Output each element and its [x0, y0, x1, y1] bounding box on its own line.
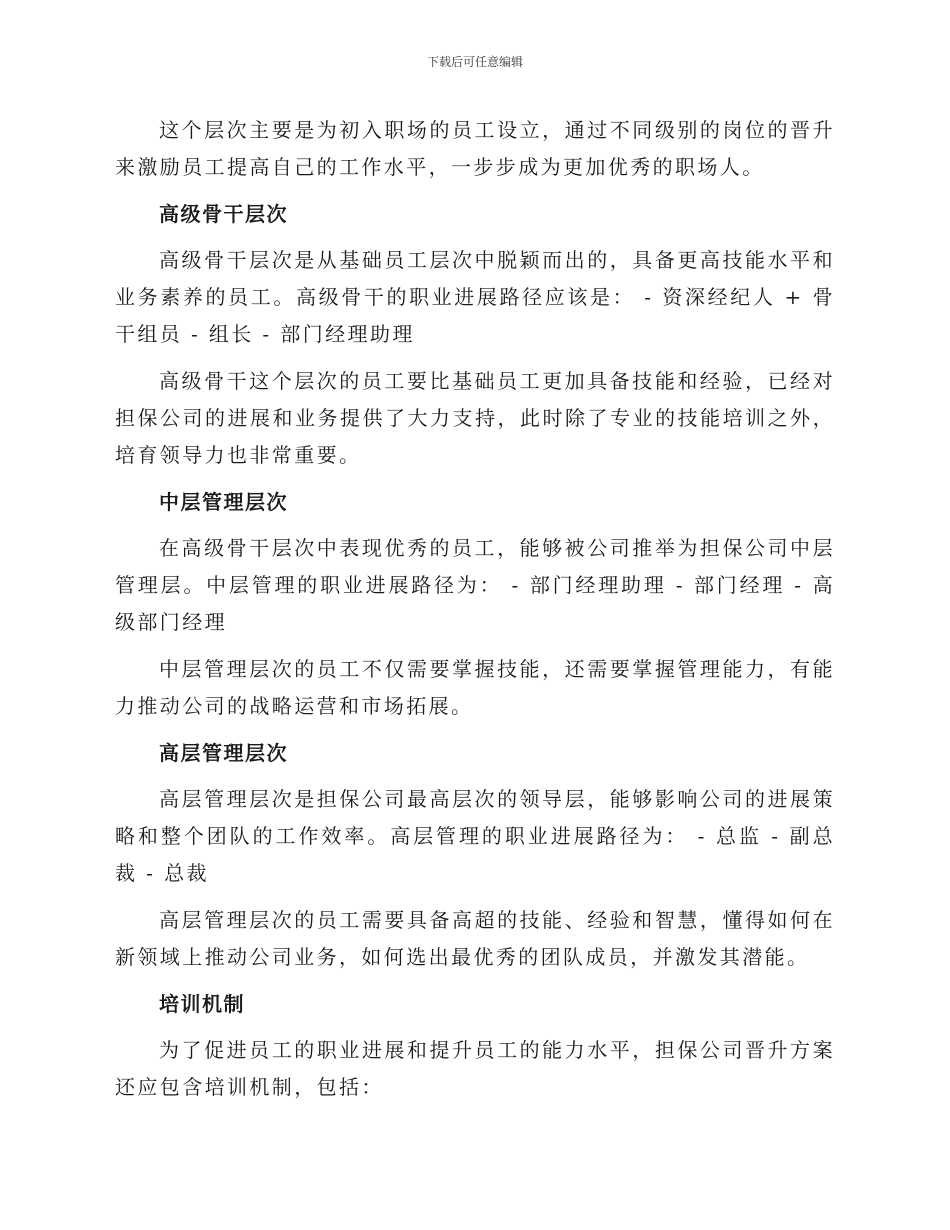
document-body	[115, 112, 835, 1116]
paragraph-senior-backbone-path: 高级骨干层次是从基础员工层次中脱颖而出的，具备更高技能水平和业务素养的员工。高级骨干的职业进展路径应该是： - 资深经纪人 + 骨干组员 - 组长 - 部门经理助理	[115, 248, 835, 346]
heading-training-mechanism: 培训机制	[159, 992, 245, 1016]
paragraph-senior-management-path: 高层管理层次是担保公司最高层次的领导层，能够影响公司的进展策略和整个团队的工作效率。高层管理的职业进展路径为： - 总监 - 副总裁 - 总裁	[115, 787, 835, 885]
paragraph-senior-management-skills: 高层管理层次的员工需要具备高超的技能、经验和智慧，懂得如何在新领域上推动公司业务，如何选出最优秀的团队成员，并激发其潜能。	[115, 908, 835, 969]
page-header: 下载后可任意编辑	[426, 55, 523, 69]
paragraph-middle-management-skills: 中层管理层次的员工不仅需要掌握技能，还需要掌握管理能力，有能力推动公司的战略运营和市场拓展。	[115, 657, 835, 718]
paragraph-senior-backbone-skills: 高级骨干这个层次的员工要比基础员工更加具备技能和经验，已经对担保公司的进展和业务提供了大力支持，此时除了专业的技能培训之外，培育领导力也非常重要。	[115, 369, 835, 467]
heading-senior-backbone: 高级骨干层次	[159, 202, 288, 226]
heading-senior-management: 高层管理层次	[159, 741, 288, 765]
paragraph-training-mechanism: 为了促进员工的职业进展和提升员工的能力水平，担保公司晋升方案还应包含培训机制，包括：	[115, 1038, 835, 1099]
heading-middle-management: 中层管理层次	[159, 490, 288, 514]
paragraph-middle-management-path: 在高级骨干层次中表现优秀的员工，能够被公司推举为担保公司中层管理层。中层管理的职业进展路径为： - 部门经理助理 - 部门经理 - 高级部门经理	[115, 536, 835, 634]
paragraph-intro-level: 这个层次主要是为初入职场的员工设立，通过不同级别的岗位的晋升来激励员工提高自己的工作水平，一步步成为更加优秀的职场人。	[115, 118, 835, 179]
